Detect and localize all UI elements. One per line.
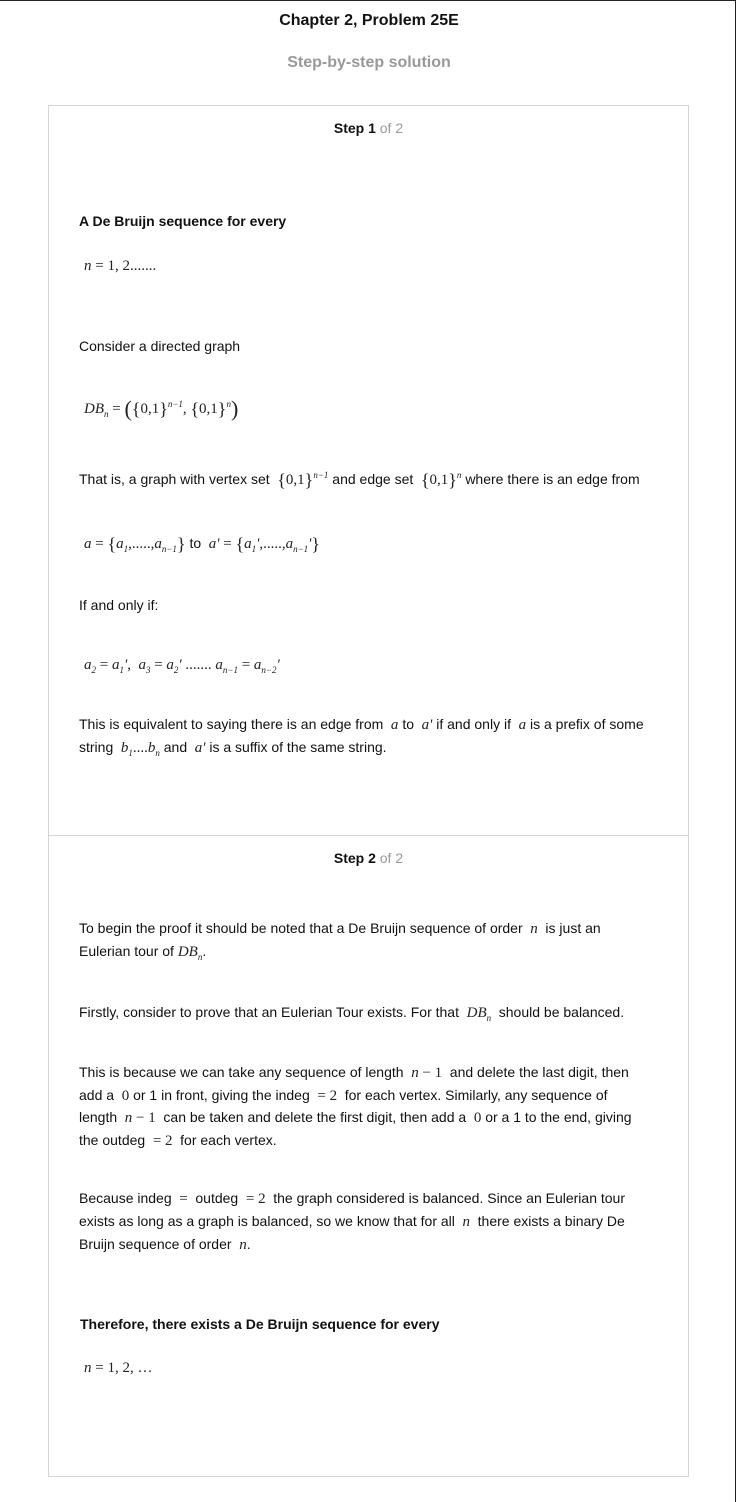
edge-line: [84, 532, 320, 556]
page-subtitle: Step-by-step solution: [287, 54, 451, 71]
because-text-1: This is because we can take any sequence of length: [79, 1064, 404, 1080]
equiv-text-6: and: [163, 739, 188, 755]
equiv-text-1: This is equivalent to saying there is an edge from: [79, 716, 384, 732]
indeg-text-4: exists as long as a graph is balanced, so we know that for all: [79, 1213, 455, 1229]
because-text-10: for each vertex.: [180, 1132, 277, 1148]
formula-zero-b: 0: [470, 1110, 482, 1126]
because-text-6: length: [79, 1109, 118, 1125]
step-1-count: of 2: [379, 120, 404, 136]
proof-text-1: To begin the proof it should be noted that a De Bruijn sequence of order: [79, 920, 523, 936]
step-2-card: [48, 835, 689, 1477]
formula-a-prime: $a' = \{a_1',.....,a_{n-1}'\}$: [205, 534, 321, 554]
because-text-9: the outdeg: [79, 1132, 146, 1148]
formula-eq: =: [175, 1191, 192, 1207]
formula-n-values-final: n = 1, 2, …: [84, 1360, 153, 1376]
formula-a-inline-2: a: [514, 717, 527, 733]
formula-n: n: [526, 921, 542, 937]
formula-dbn: $DB_n = (\{0,1\}^{n-1}$, $\{0,1\}^n$): [84, 396, 239, 421]
because-text-5: for each vertex. Similarly, any sequence of: [344, 1087, 608, 1103]
formula-edge-set: $\{0,1\}^n$: [420, 470, 462, 490]
that-is-text-1: That is, a graph with vertex set: [79, 471, 270, 487]
formula-eq-2-indeg: = 2: [313, 1088, 341, 1104]
because-line-2: [79, 1084, 608, 1108]
formula-n-order: n: [235, 1237, 247, 1253]
formula-n-all: n: [458, 1214, 474, 1230]
that-is-text-3: where there is an edge from: [465, 471, 640, 487]
equiv-text-4: is a prefix of some: [530, 716, 644, 732]
indeg-line-3: Bruijn sequence of order n.: [79, 1236, 251, 1253]
because-text-7: can be taken and delete the first digit, then add a: [163, 1109, 467, 1125]
formula-n-minus-1-b: n − 1: [121, 1110, 156, 1126]
indeg-text-6: Bruijn sequence of order: [79, 1236, 232, 1252]
consider-text: Consider a directed graph: [79, 338, 241, 354]
formula-eq-2: = 2: [242, 1191, 270, 1207]
because-text-8: or a 1 to the end, giving: [485, 1109, 632, 1125]
conclusion-text: Therefore, there exists a De Bruijn sequence for every: [80, 1316, 440, 1332]
step-2-header: [49, 850, 688, 866]
iff-text: If and only if:: [79, 597, 159, 613]
balanced-text-2: should be balanced.: [498, 1004, 625, 1020]
because-line-4: [79, 1129, 277, 1153]
balanced-line: [79, 1001, 624, 1025]
formula-dbn-inline: $DB_n$: [177, 944, 203, 962]
indeg-text-1: Because indeg: [79, 1190, 172, 1206]
because-text-3: add a: [79, 1087, 115, 1103]
proof-line-2: Eulerian tour of $DB_n$.: [79, 943, 207, 962]
formula-eq-2-outdeg: = 2: [149, 1133, 177, 1149]
because-text-2: and delete the last digit, then: [449, 1064, 629, 1080]
indeg-text-3: the graph considered is balanced. Since an Eulerian tour: [273, 1190, 626, 1206]
step-1-card: [48, 105, 689, 836]
formula-a-suffix: a': [191, 740, 206, 756]
formula-a-prime-inline: a': [417, 717, 433, 733]
proof-line-1: [79, 917, 601, 941]
step-2-label: Step 2: [333, 850, 376, 866]
equiv-line-1: [79, 713, 644, 737]
because-text-4: or 1 in front, giving the indeg: [133, 1087, 310, 1103]
formula-a: $a = \{a_1,.....,a_{n-1}\}$: [84, 534, 186, 554]
equiv-text-2: to: [402, 716, 414, 732]
indeg-text-2: outdeg: [195, 1190, 239, 1206]
edge-to-text: to: [189, 535, 202, 551]
equiv-line-2: [79, 736, 387, 760]
balanced-text-1: Firstly, consider to prove that an Eulerian Tour exists. For that: [79, 1004, 459, 1020]
page-title: Chapter 2, Problem 25E: [279, 12, 459, 29]
formula-n-values: n = 1, 2.......: [84, 258, 157, 274]
because-line-3: [79, 1106, 632, 1130]
formula-a-inline: a: [387, 717, 399, 733]
formula-dbn-balanced: $DB_n$: [462, 1005, 492, 1023]
that-is-text-2: and edge set: [332, 471, 414, 487]
proof-text-3: Eulerian tour of: [79, 943, 174, 959]
equiv-text-7: is a suffix of the same string.: [209, 739, 387, 755]
step-1-header: [49, 120, 688, 136]
formula-conditions: $a_2 = a_1'$, $a_3 = a_2'$ ....... $a_{n-1} = a_{n-2}'$: [84, 657, 280, 675]
step-1-label: Step 1: [333, 120, 376, 136]
formula-zero: 0: [117, 1088, 130, 1104]
proof-text-2: is just an: [545, 920, 601, 936]
formula-n-minus-1: n − 1: [407, 1065, 443, 1081]
step-1-heading: A De Bruijn sequence for every: [79, 213, 287, 229]
indeg-line-1: [79, 1187, 625, 1211]
equiv-text-5: string: [79, 739, 114, 755]
because-line-1: [79, 1061, 629, 1085]
formula-b-string: $b_1....b_n$: [117, 740, 160, 758]
step-2-count: of 2: [379, 850, 404, 866]
equiv-text-3: if and only if: [436, 716, 511, 732]
formula-vertex-set: $\{0,1\}^{n-1}$: [277, 470, 329, 490]
indeg-text-5: there exists a binary De: [477, 1213, 625, 1229]
that-is-line: [79, 468, 640, 492]
indeg-line-2: [79, 1210, 625, 1234]
